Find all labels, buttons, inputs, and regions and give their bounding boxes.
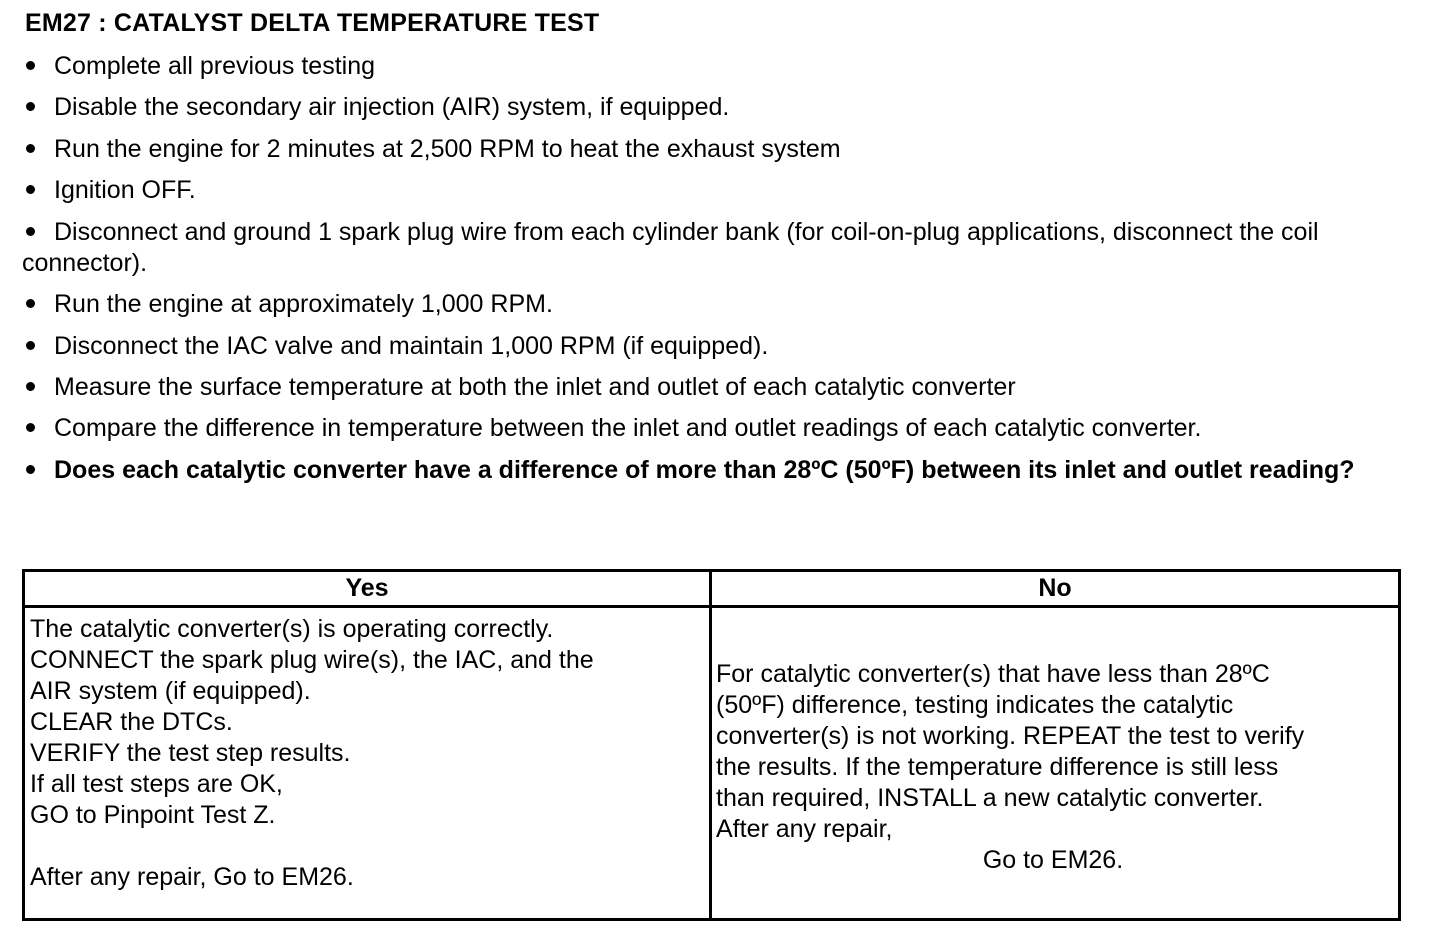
blank-line [30,831,709,862]
step-text: Compare the difference in temperature between the inlet and outlet readings of each catalytic converter. [54,414,1202,442]
step-question [22,455,1402,486]
bullet-icon [26,144,35,153]
no-line: Go to EM26. [982,846,1124,874]
bullet-icon [26,382,35,391]
yes-line: CLEAR the DTCs. [30,708,233,736]
page-title: EM27 : CATALYST DELTA TEMPERATURE TEST [25,9,600,37]
yes-line: AIR system (if equipped). [30,677,311,705]
step-text: Disable the secondary air injection (AIR) system, if equipped. [54,93,730,121]
no-header: No [711,571,1400,607]
step-item [22,413,1402,444]
step-item [22,134,1402,165]
bullet-icon [26,299,35,308]
no-line: converter(s) is not working. REPEAT the test to verify [716,722,1305,750]
yes-line: After any repair, Go to EM26. [30,863,354,891]
no-line: (50ºF) difference, testing indicates the catalytic [716,691,1234,719]
question-text: Does each catalytic converter have a difference of more than 28ºC (50ºF) between its inlet and outlet reading? [54,456,1355,484]
bullet-icon [26,102,35,111]
step-item [22,217,1402,279]
result-table [22,569,1401,921]
yes-header: Yes [24,571,711,607]
yes-line: If all test steps are OK, [30,770,283,798]
step-item [22,372,1402,403]
step-text: Complete all previous testing [54,52,375,80]
step-item [22,92,1402,123]
yes-cell [24,607,711,920]
no-cell [711,607,1400,920]
step-text: Disconnect the IAC valve and maintain 1,000 RPM (if equipped). [54,332,769,360]
step-text: Run the engine for 2 minutes at 2,500 RPM to heat the exhaust system [54,135,841,163]
step-item [22,289,1402,320]
yes-line: The catalytic converter(s) is operating correctly. [30,615,554,643]
yes-line: VERIFY the test step results. [30,739,351,767]
step-text: Ignition OFF. [54,176,196,204]
step-text: Disconnect and ground 1 spark plug wire from each cylinder bank (for coil-on-plug applications, disconnect the coil connector). [22,218,1319,277]
yes-line: CONNECT the spark plug wire(s), the IAC, and the [30,646,594,674]
no-line: After any repair, [716,815,893,843]
step-text: Run the engine at approximately 1,000 RPM. [54,290,553,318]
bullet-icon [26,61,35,70]
no-line: For catalytic converter(s) that have less than 28ºC [716,660,1270,688]
bullet-icon [26,423,35,432]
table-header-row [24,571,1400,607]
bullet-icon [26,465,35,474]
step-text: Measure the surface temperature at both the inlet and outlet of each catalytic converter [54,373,1016,401]
table-row [24,607,1400,920]
bullet-icon [26,185,35,194]
step-item [22,51,1402,82]
no-line: the results. If the temperature difference is still less [716,753,1279,781]
yes-line: GO to Pinpoint Test Z. [30,801,276,829]
bullet-icon [26,341,35,350]
bullet-icon [26,227,35,236]
step-item [22,175,1402,206]
step-item [22,331,1402,362]
no-line: than required, INSTALL a new catalytic converter. [716,784,1264,812]
